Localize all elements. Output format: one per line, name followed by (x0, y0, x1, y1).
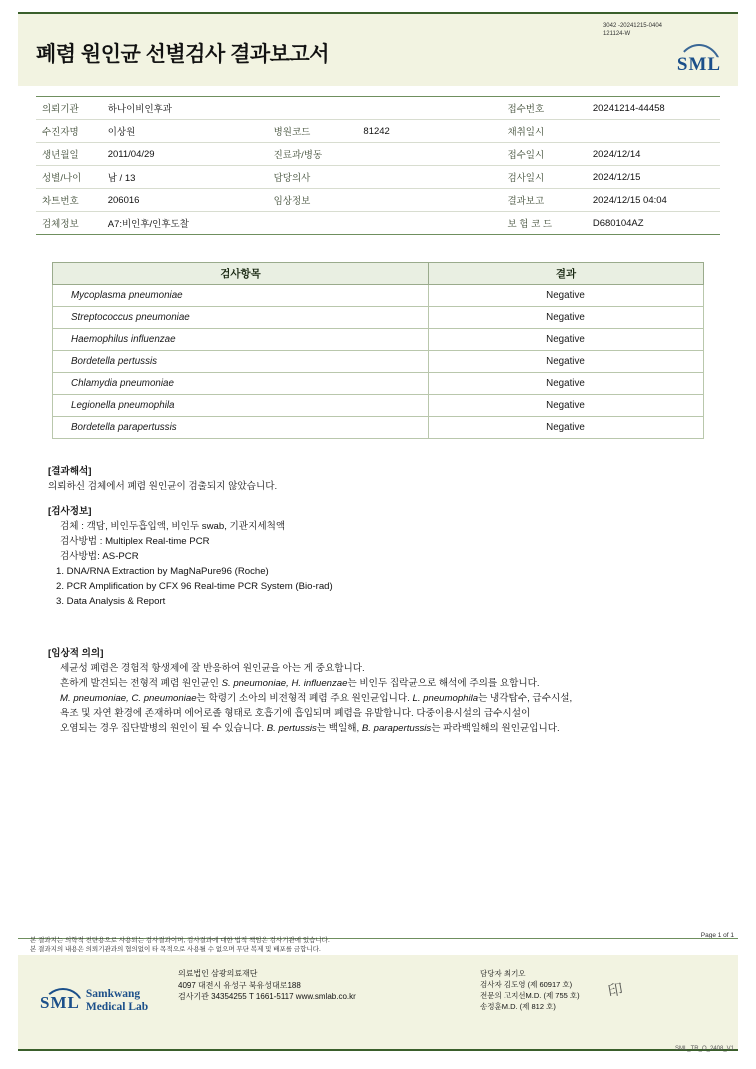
clinical-p3-mid: 는 학령기 소아의 비전형적 폐렴 주요 원인균입니다. (196, 693, 413, 704)
footer-org-contact: 검사기관 34354255 T 1661-5117 www.smlab.co.kr (178, 992, 356, 1001)
footer-organization (178, 968, 356, 1003)
clinical-paragraph-5 (48, 721, 720, 736)
footer-org-address: 4097 대전시 유성구 북유성대로188 (178, 980, 301, 990)
info-value: 이상원 (104, 120, 268, 143)
info-value: 2024/12/15 (589, 166, 720, 189)
test-name: Haemophilus influenzae (53, 329, 429, 351)
footer-disclaimer (30, 936, 570, 954)
info-label: 담당의사 (268, 166, 360, 189)
test-result: Negative (429, 417, 704, 439)
info-value (359, 143, 501, 166)
clinical-p3-italic-2: L. pneumophila (412, 693, 479, 704)
info-label: 접수번호 (501, 97, 588, 120)
report-header (18, 12, 738, 86)
test-info-step-3: 3. Data Analysis & Report (56, 596, 166, 607)
info-value (359, 189, 501, 212)
footer-disclaimer-line2: 본 결과지의 내용은 의뢰기관과의 협의없이 타 목적으로 사용될 수 없으며 무단 복제 및 배포를 금합니다. (30, 946, 321, 953)
test-result: Negative (429, 373, 704, 395)
table-row (53, 329, 704, 351)
table-row (53, 351, 704, 373)
info-label: 임상정보 (268, 189, 360, 212)
info-value: 2024/12/14 (589, 143, 720, 166)
interpretation-section (48, 464, 277, 494)
document-code-line1: 3042 -20241215-0404 (602, 23, 662, 29)
column-header-test: 검사항목 (53, 263, 429, 285)
test-info-title: [검사정보] (48, 506, 92, 517)
test-result: Negative (429, 351, 704, 373)
document-code-line2: 121124-W (602, 31, 631, 37)
clinical-p5-pre: 오염되는 경우 집단발병의 원인이 될 수 있습니다. (60, 723, 267, 734)
footer-form-reference: SML_TR_O_2408_V1 (674, 1046, 734, 1052)
info-value: 남 / 13 (104, 166, 268, 189)
document-code (603, 22, 662, 38)
info-value: 206016 (104, 189, 268, 212)
clinical-p2-post: 는 비인두 집락균으로 해석에 주의를 요합니다. (347, 678, 540, 689)
info-label: 보 험 코 드 (507, 219, 553, 230)
logo-arc-icon (43, 988, 83, 1006)
footer-lab-name-line1: Samkwang (85, 988, 141, 1000)
info-value (359, 166, 501, 189)
info-label: 접수일시 (501, 143, 588, 166)
info-value (359, 212, 501, 235)
test-result: Negative (429, 395, 704, 417)
footer-sign-specialist-1: 전문의 고지선M.D. (제 755 호) (480, 991, 580, 1000)
table-row (53, 307, 704, 329)
footer-signatures (480, 968, 625, 1012)
test-name: Bordetella pertussis (53, 351, 429, 373)
test-name: Mycoplasma pneumoniae (53, 285, 429, 307)
footer-sign-manager: 담당자 최기오 (480, 969, 526, 978)
footer-org-name: 의료법인 삼광의료재단 (178, 969, 258, 978)
info-label (268, 97, 360, 120)
test-info-step-1: 1. DNA/RNA Extraction by MagNaPure96 (Roche) (56, 566, 269, 577)
results-header-row (53, 263, 704, 285)
clinical-paragraph-2 (48, 676, 720, 691)
clinical-p3-italic-1: M. pneumoniae, C. pneumoniae (60, 693, 197, 704)
table-row (36, 143, 720, 166)
footer-lab-name (86, 988, 148, 1014)
clinical-p5-italic-1: B. pertussis (266, 723, 317, 734)
info-label: 검사일시 (501, 166, 588, 189)
clinical-p3-post: 는 냉각탑수, 급수시설, (478, 693, 573, 704)
info-label (268, 212, 360, 235)
info-label: 성별/나이 (36, 166, 104, 189)
footer-logo-mark (40, 989, 80, 1013)
test-info-step-2: 2. PCR Amplification by CFX 96 Real-time PCR System (Bio-rad) (56, 581, 333, 592)
table-row (36, 166, 720, 189)
info-value (359, 97, 501, 120)
test-result: Negative (429, 329, 704, 351)
test-info-specimen: 검체 : 객담, 비인두흡입액, 비인두 swab, 기관지세척액 (60, 521, 286, 532)
column-header-result: 결과 (429, 263, 704, 285)
table-row (36, 189, 720, 212)
table-row (36, 212, 720, 235)
footer-lab-name-line2: Medical Lab (85, 1001, 149, 1013)
test-name: Bordetella parapertussis (53, 417, 429, 439)
clinical-paragraph-3 (48, 691, 720, 706)
patient-info-table (36, 96, 720, 235)
info-label: 진료과/병동 (268, 143, 360, 166)
clinical-paragraph-4: 욕조 및 자연 환경에 존재하며 에어로졸 형태로 호흡기에 흡입되며 폐렴을 유발합니다. 다중이용시설의 급수시설이 (60, 708, 531, 719)
info-value (589, 120, 720, 143)
info-value: 2024/12/15 04:04 (589, 189, 720, 212)
info-label: 차트번호 (36, 189, 104, 212)
info-value: 20241214-44458 (589, 97, 720, 120)
clinical-p2-pre: 흔하게 발견되는 전형적 폐렴 원인균인 (60, 678, 222, 689)
test-name: Streptococcus pneumoniae (53, 307, 429, 329)
clinical-title: [임상적 의의] (48, 648, 104, 659)
sml-logo (670, 42, 728, 76)
info-label: 채취일시 (501, 120, 588, 143)
table-row (36, 120, 720, 143)
interpretation-body: 의뢰하신 검체에서 폐렴 원인균이 검출되지 않았습니다. (48, 481, 278, 492)
test-result: Negative (429, 285, 704, 307)
interpretation-title: [결과해석] (48, 466, 92, 477)
info-label: 검체정보 (42, 219, 79, 230)
page-title: 폐렴 원인균 선별검사 결과보고서 (36, 43, 330, 66)
footer-sign-specialist-2: 송정훈M.D. (제 812 호) (480, 1002, 556, 1011)
info-label: 결과보고 (501, 189, 588, 212)
table-row (53, 373, 704, 395)
test-result: Negative (429, 307, 704, 329)
test-name: Legionella pneumophila (53, 395, 429, 417)
footer-logo-wordmark: SML (40, 993, 80, 1012)
info-label: 수진자명 (36, 120, 104, 143)
clinical-p5-mid: 는 백일해, (316, 723, 362, 734)
info-value: A7:비인후/인후도찰 (107, 219, 189, 230)
info-label: 의뢰기관 (36, 97, 104, 120)
footer-logo (40, 988, 148, 1014)
test-info-method: 검사방법 : Multiplex Real-time PCR (60, 536, 210, 547)
results-table (52, 262, 704, 439)
test-name: Chlamydia pneumoniae (53, 373, 429, 395)
info-label: 생년월일 (36, 143, 104, 166)
footer-disclaimer-line1: 본 결과지는 의학적 진단용으로 사용되는 검사결과이며, 검사결과에 대한 법적 책임은 검사기관에 있습니다. (30, 937, 330, 944)
footer-sign-tester: 검사자 김도영 (제 60917 호) (480, 980, 573, 989)
clinical-significance-section (48, 646, 720, 736)
logo-wordmark: SML (676, 54, 722, 75)
clinical-paragraph-1: 세균성 폐렴은 경험적 항생제에 잘 반응하여 원인균을 아는 게 중요합니다. (60, 663, 365, 674)
table-row (53, 417, 704, 439)
info-value: 2011/04/29 (104, 143, 268, 166)
info-value: 하나이비인후과 (104, 97, 268, 120)
clinical-p2-italic: S. pneumoniae, H. influenzae (221, 678, 348, 689)
info-value: D680104AZ (592, 217, 644, 229)
signature-stamp-icon: 印 (606, 981, 625, 1001)
test-info-method-2: 검사방법: AS-PCR (60, 551, 139, 562)
clinical-p5-italic-2: B. parapertussis (361, 723, 432, 734)
table-row (36, 97, 720, 120)
info-value: 81242 (359, 120, 501, 143)
test-info-section (48, 504, 333, 609)
table-row (53, 285, 704, 307)
page-number: Page 1 of 1 (700, 932, 734, 939)
clinical-p5-post: 는 파라백일해의 원인균입니다. (431, 723, 560, 734)
table-row (53, 395, 704, 417)
info-label: 병원코드 (268, 120, 360, 143)
